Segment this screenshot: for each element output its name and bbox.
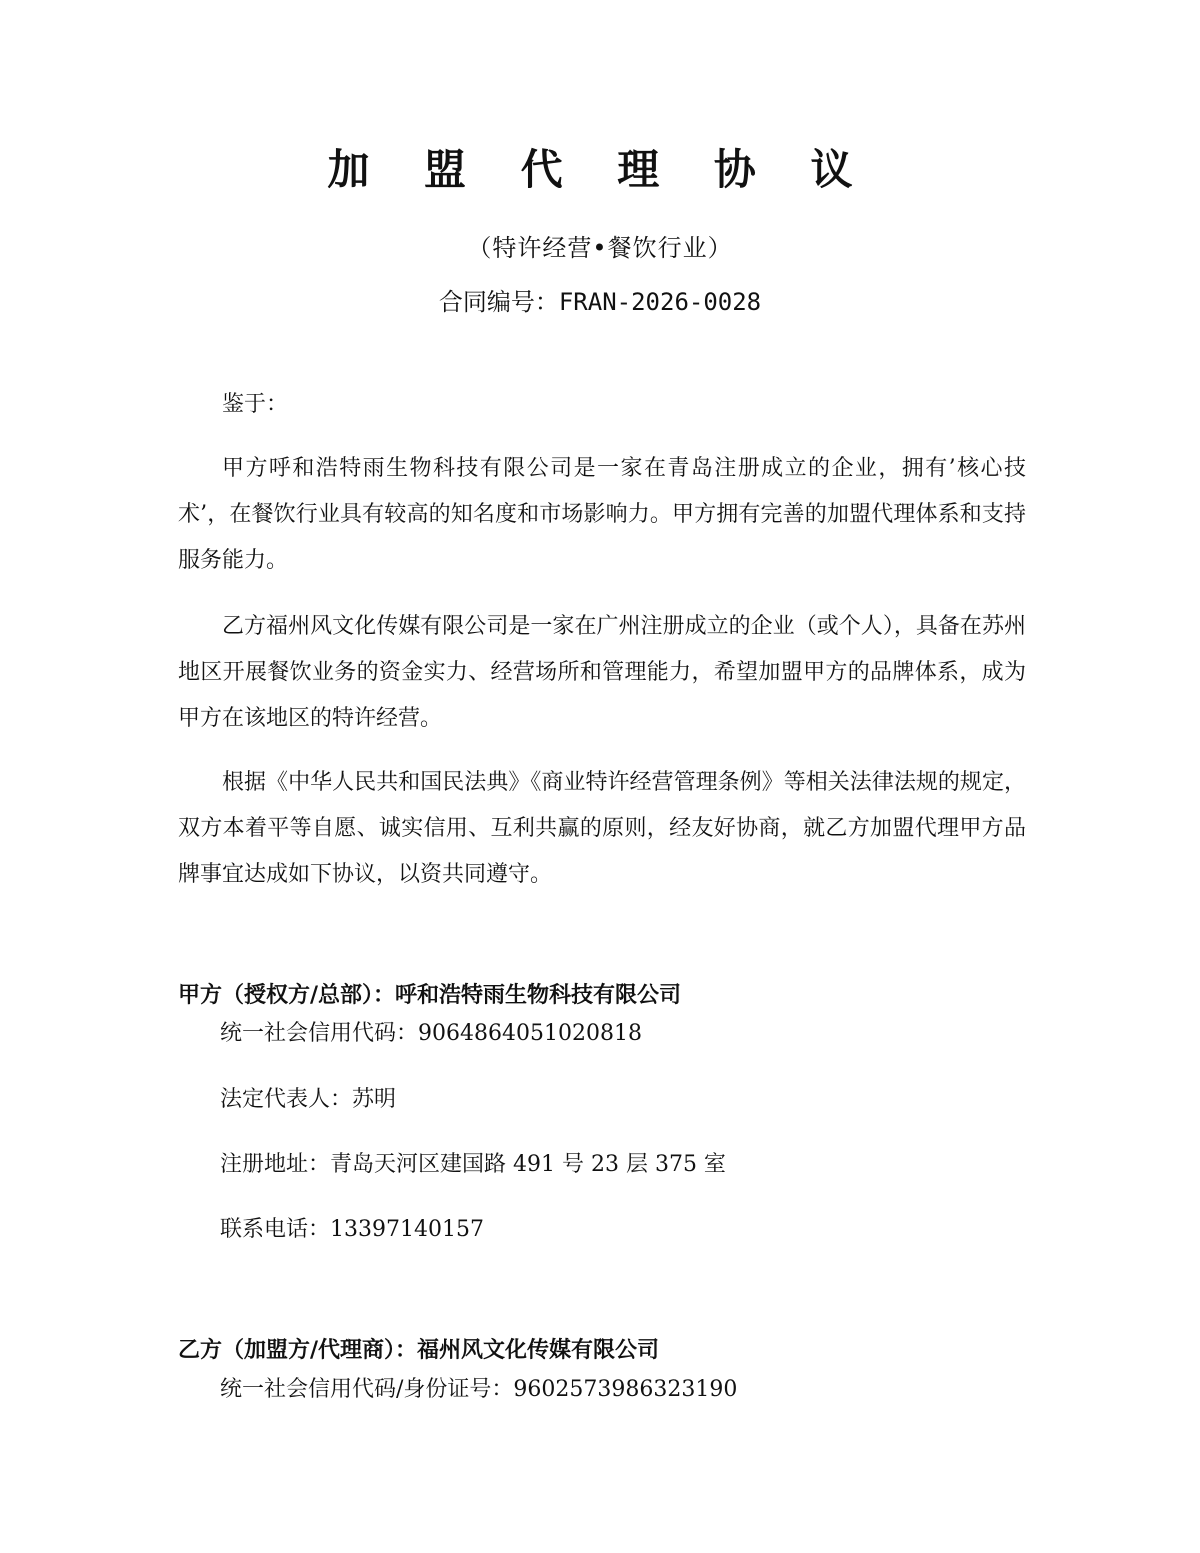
- whereas-text: 鉴于：: [222, 392, 289, 417]
- party-a-legal-rep: 法定代表人：苏明: [220, 1087, 397, 1112]
- party-a-address: 注册地址：青岛天河区建国路 491 号 23 层 375 室: [220, 1152, 726, 1177]
- paragraph-text: 根据《中华人民共和国民法典》《商业特许经营管理条例》等相关法律法规的规定，双方本着平等自愿、诚实信用、互利共赢的原则，经友好协商，就乙方加盟代理甲方品牌事宜达成如下协议，以资共同遵守。: [178, 770, 1026, 887]
- contract-number-value: FRAN-2026-0028: [558, 288, 762, 316]
- contract-number: [0, 282, 1200, 322]
- paragraph-text: 乙方福州风文化传媒有限公司是一家在广州注册成立的企业（或个人），具备在苏州地区开展餐饮业务的资金实力、经营场所和管理能力，希望加盟甲方的品牌体系，成为甲方在该地区的特许经营。: [178, 614, 1026, 731]
- paragraph-party-a-intro: [178, 446, 1026, 584]
- party-a-phone: 联系电话：13397140157: [220, 1217, 484, 1242]
- paragraph-party-b-intro: [178, 604, 1026, 742]
- party-b-credit-code: 统一社会信用代码/身份证号：9602573986323190: [220, 1377, 738, 1402]
- whereas-label: [178, 382, 1026, 428]
- party-a-heading: 甲方（授权方/总部）：呼和浩特雨生物科技有限公司: [178, 983, 682, 1008]
- document-title: 加 盟 代 理 协 议: [327, 145, 873, 194]
- party-b-heading: 乙方（加盟方/代理商）：福州风文化传媒有限公司: [178, 1338, 660, 1363]
- contract-number-label: 合同编号：: [438, 288, 559, 316]
- paragraph-text: 甲方呼和浩特雨生物科技有限公司是一家在青岛注册成立的企业，拥有’核心技术’，在餐饮行业具有较高的知名度和市场影响力。甲方拥有完善的加盟代理体系和支持服务能力。: [178, 456, 1026, 573]
- party-a-credit-code: 统一社会信用代码：9064864051020818: [220, 1021, 642, 1046]
- paragraph-legal-basis: [178, 760, 1026, 898]
- document-subtitle: （特许经营•餐饮行业）: [467, 234, 733, 262]
